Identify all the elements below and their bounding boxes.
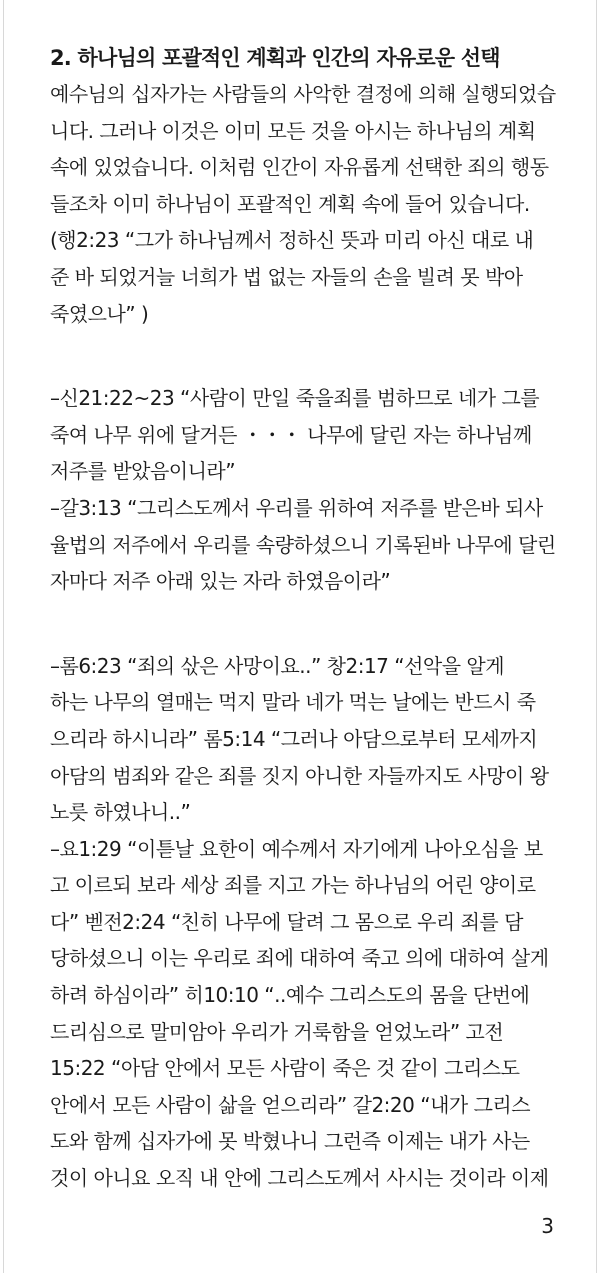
text-line: 자마다 저주 아래 있는 자라 하였음이라” xyxy=(50,569,391,594)
page-edge-right xyxy=(596,0,597,1273)
sin-death-verses-paragraph xyxy=(50,648,560,1197)
text-line: 들조차 이미 하나님이 포괄적인 계획 속에 들어 있습니다. xyxy=(50,191,530,216)
text-line: –신21:22~23 “사람이 만일 죽을죄를 범하므로 네가 그를 xyxy=(50,386,540,411)
text-line: 다” 벧전2:24 “친히 나무에 달려 그 몸으로 우리 죄를 담 xyxy=(50,909,523,934)
text-line: 당하셨으니 이는 우리로 죄에 대하여 죽고 의에 대하여 살게 xyxy=(50,946,549,971)
text-line: –롬6:23 “죄의 삯은 사망이요..” 창2:17 “선악을 알게 xyxy=(50,653,505,678)
text-line: 예수님의 십자가는 사람들의 사악한 결정에 의해 실행되었습 xyxy=(50,82,556,106)
page-edge-left xyxy=(3,0,4,1273)
text-line: –요1:29 “이튿날 요한이 예수께서 자기에게 나아오심을 보 xyxy=(50,836,543,861)
text-line: 노릇 하였나니..” xyxy=(50,800,191,825)
text-line: 죽여 나무 위에 달거든 ・・・ 나무에 달린 자는 하나님께 xyxy=(50,422,532,447)
paragraph-gap xyxy=(50,332,560,380)
text-line: 하려 하심이라” 히10:10 “..예수 그리스도의 몸을 단번에 xyxy=(50,983,530,1008)
text-line: 안에서 모든 사람이 삶을 얻으리라” 갈2:20 “내가 그리스 xyxy=(50,1092,531,1117)
text-line: 것이 아니요 오직 내 안에 그리스도께서 사시는 것이라 이제 xyxy=(50,1166,549,1191)
text-line: 드리심으로 말미암아 우리가 거룩함을 얻었노라” 고전 xyxy=(50,1019,504,1044)
text-line: 저주를 받았음이니라” xyxy=(50,459,236,484)
text-line: 도와 함께 십자가에 못 박혔나니 그런즉 이제는 내가 사는 xyxy=(50,1129,530,1154)
page-number: 3 xyxy=(541,1214,554,1238)
text-line: 니다. 그러나 이것은 이미 모든 것을 아시는 하나님의 계획 xyxy=(50,118,536,143)
text-line: 속에 있었습니다. 이처럼 인간이 자유롭게 선택한 죄의 행동 xyxy=(50,155,549,180)
paragraph-gap xyxy=(50,600,560,648)
text-line: –갈3:13 “그리스도께서 우리를 위하여 저주를 받은바 되사 xyxy=(50,495,543,520)
curse-verses-paragraph xyxy=(50,380,560,600)
text-line: (행2:23 “그가 하나님께서 정하신 뜻과 미리 아신 대로 내 xyxy=(50,228,534,253)
text-line: 15:22 “아담 안에서 모든 사람이 죽은 것 같이 그리스도 xyxy=(50,1056,520,1081)
intro-paragraph xyxy=(50,76,560,332)
section-heading: 2. 하나님의 포괄적인 계획과 인간의 자유로운 선택 xyxy=(50,46,500,70)
text-line: 죽였으나” ) xyxy=(50,301,149,326)
text-line: 하는 나무의 열매는 먹지 말라 네가 먹는 날에는 반드시 죽 xyxy=(50,690,536,715)
text-line: 준 바 되었거늘 너희가 법 없는 자들의 손을 빌려 못 박아 xyxy=(50,264,523,289)
text-line: 고 이르되 보라 세상 죄를 지고 가는 하나님의 어린 양이로 xyxy=(50,873,536,898)
page-content xyxy=(50,40,560,1197)
text-line: 으리라 하시니라” 롬5:14 “그러나 아담으로부터 모세까지 xyxy=(50,726,538,751)
text-line: 율법의 저주에서 우리를 속량하셨으니 기록된바 나무에 달린 xyxy=(50,532,556,557)
text-line: 아담의 범죄와 같은 죄를 짓지 아니한 자들까지도 사망이 왕 xyxy=(50,763,549,788)
